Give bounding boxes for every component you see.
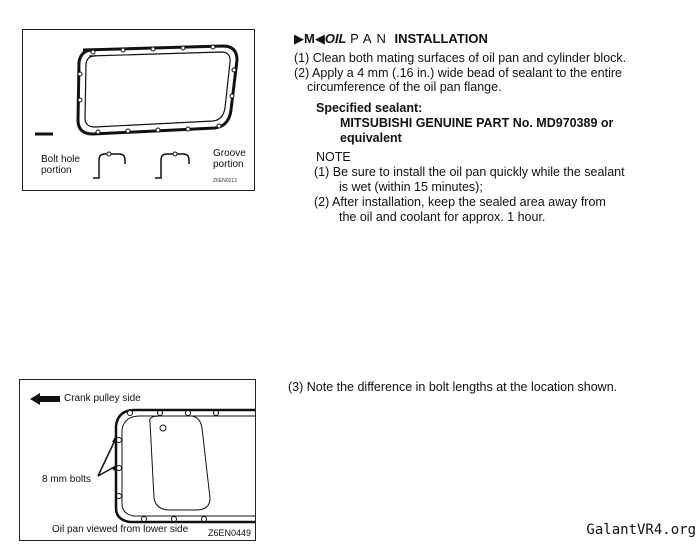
label-8mm-bolts: 8 mm bolts xyxy=(42,474,91,485)
sealant-title: Specified sealant: xyxy=(316,101,423,115)
section-heading xyxy=(294,31,488,47)
heading-oil: OIL xyxy=(324,31,347,46)
note-1-line-2: is wet (within 15 minutes); xyxy=(339,180,483,194)
label-groove-portion: Groove portion xyxy=(213,148,246,170)
figure1-code: Z6EN0213 xyxy=(213,178,237,184)
figure-bolt-locations xyxy=(19,379,256,541)
note-2-line-2: the oil and coolant for approx. 1 hour. xyxy=(339,210,546,224)
heading-installation: INSTALLATION xyxy=(394,31,488,46)
sealant-part-line-2: equivalent xyxy=(340,131,402,145)
heading-pan: PAN xyxy=(350,31,391,46)
step-2-line-2: circumference of the oil pan flange. xyxy=(307,80,502,94)
note-2-line-1: (2) After installation, keep the sealed area away from xyxy=(314,195,606,209)
note-1-line-1: (1) Be sure to install the oil pan quickly while the sealant xyxy=(314,165,625,179)
watermark: GalantVR4.org xyxy=(586,522,696,538)
sealant-part-line-1: MITSUBISHI GENUINE PART No. MD970389 or xyxy=(340,116,614,130)
figure2-code: Z6EN0449 xyxy=(208,528,252,538)
label-viewed-from-lower-side: Oil pan viewed from lower side xyxy=(52,524,189,535)
step-2-line-1: (2) Apply a 4 mm (.16 in.) wide bead of sealant to the entire xyxy=(294,66,622,80)
oil-pan-lower-view-drawing xyxy=(20,380,255,540)
step-1: (1) Clean both mating surfaces of oil pan and cylinder block. xyxy=(294,51,627,65)
label-bolt-hole-portion: Bolt hole portion xyxy=(41,154,80,176)
figure-oil-pan-sealant xyxy=(22,29,255,191)
note-title: NOTE xyxy=(316,150,351,164)
step-3: (3) Note the difference in bolt lengths at the location shown. xyxy=(288,380,618,394)
label-crank-pulley-side: Crank pulley side xyxy=(64,393,141,404)
heading-marker: ▶M◀ xyxy=(294,31,325,46)
